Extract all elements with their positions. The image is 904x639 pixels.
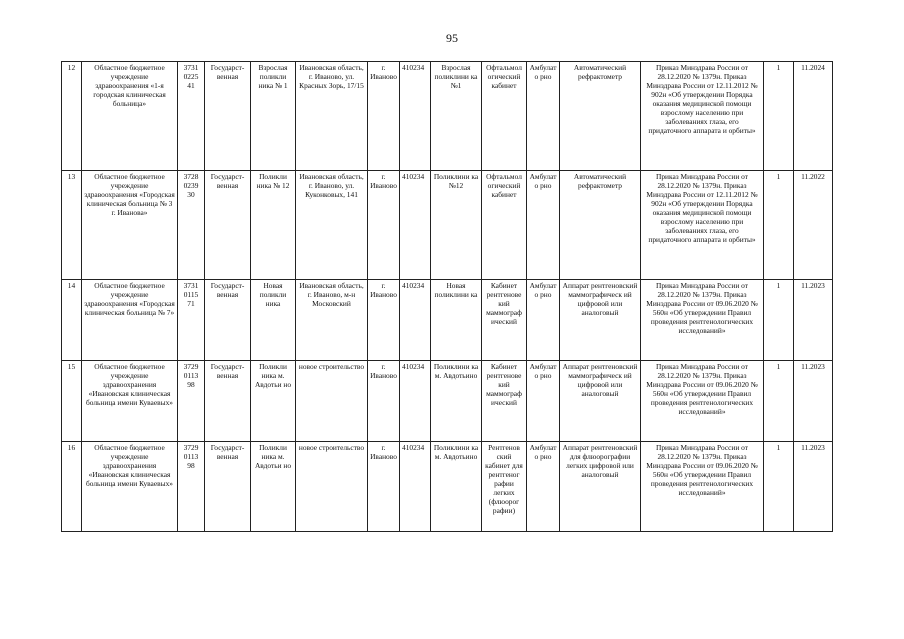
organization-name: Областное бюджетное учреждение здравоохранения «Ивановская клиническая больница имени Куваевых» [82, 361, 178, 442]
due-date: 11.2023 [794, 280, 833, 361]
row-number: 12 [62, 62, 82, 171]
okato-code: 410234 [400, 280, 431, 361]
subdivision: Новая поликлини ка [431, 280, 482, 361]
city: г. Иваново [368, 171, 400, 280]
city: г. Иваново [368, 361, 400, 442]
row-number: 13 [62, 171, 82, 280]
room-type: Кабинет рентгенове кий маммограф ический [482, 361, 527, 442]
city: г. Иваново [368, 280, 400, 361]
organization-name: Областное бюджетное учреждение здравоохранения «Городская клиническая больница № 7» [82, 280, 178, 361]
facility-address: Ивановская область, г. Иваново, ул. Красных Зорь, 17/15 [296, 62, 368, 171]
care-type: Амбулато рно [527, 442, 560, 532]
ownership-form: Государст-венная [205, 361, 251, 442]
ownership-form: Государст-венная [205, 280, 251, 361]
row-number: 16 [62, 442, 82, 532]
facility-name: Поликли ника № 12 [251, 171, 296, 280]
equipment-name: Аппарат рентгеновский маммографическ ий цифровой или аналоговый [560, 361, 641, 442]
facility-address: новое строительство [296, 442, 368, 532]
okato-code: 410234 [400, 361, 431, 442]
due-date: 11.2023 [794, 442, 833, 532]
city: г. Иваново [368, 62, 400, 171]
table-row [62, 171, 833, 280]
due-date: 11.2024 [794, 62, 833, 171]
care-type: Амбулато рно [527, 62, 560, 171]
room-type: Рентгенов ский кабинет для рентгеног рафии легких (флюорог рафии) [482, 442, 527, 532]
org-code: 3729 0113 98 [178, 442, 205, 532]
table-row [62, 442, 833, 532]
equipment-name: Автоматический рефрактометр [560, 171, 641, 280]
care-type: Амбулато рно [527, 171, 560, 280]
facility-name: Поликли ника м. Авдотьи но [251, 442, 296, 532]
ownership-form: Государст-венная [205, 62, 251, 171]
okato-code: 410234 [400, 62, 431, 171]
org-code: 3731 0225 41 [178, 62, 205, 171]
table-row [62, 280, 833, 361]
facility-name: Новая поликли ника [251, 280, 296, 361]
quantity: 1 [764, 361, 794, 442]
equipment-registry-table [61, 61, 833, 532]
city: г. Иваново [368, 442, 400, 532]
org-code: 3729 0113 98 [178, 361, 205, 442]
room-type: Кабинет рентгенове кий маммограф ический [482, 280, 527, 361]
organization-name: Областное бюджетное учреждение здравоохранения «1-я городская клиническая больница» [82, 62, 178, 171]
org-code: 3731 0115 71 [178, 280, 205, 361]
due-date: 11.2022 [794, 171, 833, 280]
room-type: Офтальмол огический кабинет [482, 62, 527, 171]
subdivision: Поликлини ка м. Авдотьино [431, 361, 482, 442]
legal-basis: Приказ Минздрава России от 28.12.2020 № 1379н. Приказ Минздрава России от 09.06.2020 № 560н «Об утверждении Правил проведения рентгенологических исследований» [641, 442, 764, 532]
quantity: 1 [764, 280, 794, 361]
room-type: Офтальмол огический кабинет [482, 171, 527, 280]
legal-basis: Приказ Минздрава России от 28.12.2020 № 1379н. Приказ Минздрава России от 09.06.2020 № 560н «Об утверждении Правил проведения рентгенологических исследований» [641, 361, 764, 442]
legal-basis: Приказ Минздрава России от 28.12.2020 № 1379н. Приказ Минздрава России от 12.11.2012 № 902н «Об утверждении Порядка оказания медицинской помощи взрослому населению при заболеваниях глаза, его придаточного аппарата и орбиты» [641, 62, 764, 171]
facility-address: Ивановская область, г. Иваново, м-н Московский [296, 280, 368, 361]
org-code: 3728 0239 30 [178, 171, 205, 280]
subdivision: Поликлини ка м. Авдотьино [431, 442, 482, 532]
quantity: 1 [764, 62, 794, 171]
subdivision: Поликлини ка №12 [431, 171, 482, 280]
organization-name: Областное бюджетное учреждение здравоохранения «Городская клиническая больница № 3 г. Иванова» [82, 171, 178, 280]
legal-basis: Приказ Минздрава России от 28.12.2020 № 1379н. Приказ Минздрава России от 12.11.2012 № 902н «Об утверждении Порядка оказания медицинской помощи взрослому населению при заболеваниях глаза, его придаточного аппарата и орбиты» [641, 171, 764, 280]
due-date: 11.2023 [794, 361, 833, 442]
equipment-name: Аппарат рентгеновский маммографическ ий цифровой или аналоговый [560, 280, 641, 361]
table-row [62, 361, 833, 442]
row-number: 15 [62, 361, 82, 442]
ownership-form: Государст-венная [205, 171, 251, 280]
legal-basis: Приказ Минздрава России от 28.12.2020 № 1379н. Приказ Минздрава России от 09.06.2020 № 560н «Об утверждении Правил проведения рентгенологических исследований» [641, 280, 764, 361]
okato-code: 410234 [400, 171, 431, 280]
facility-address: Ивановская область, г. Иваново, ул. Куконковых, 141 [296, 171, 368, 280]
ownership-form: Государст-венная [205, 442, 251, 532]
table-row [62, 62, 833, 171]
row-number: 14 [62, 280, 82, 361]
facility-name: Поликли ника м. Авдотьи но [251, 361, 296, 442]
page-number: 95 [446, 31, 458, 45]
facility-address: новое строительство [296, 361, 368, 442]
equipment-name: Автоматический рефрактометр [560, 62, 641, 171]
subdivision: Взрослая поликлини ка №1 [431, 62, 482, 171]
facility-name: Взрослая поликли ника № 1 [251, 62, 296, 171]
care-type: Амбулато рно [527, 280, 560, 361]
organization-name: Областное бюджетное учреждение здравоохранения «Ивановская клиническая больница имени Куваевых» [82, 442, 178, 532]
care-type: Амбулато рно [527, 361, 560, 442]
equipment-name: Аппарат рентгеновский для флюорографии легких цифровой или аналоговый [560, 442, 641, 532]
quantity: 1 [764, 442, 794, 532]
okato-code: 410234 [400, 442, 431, 532]
quantity: 1 [764, 171, 794, 280]
